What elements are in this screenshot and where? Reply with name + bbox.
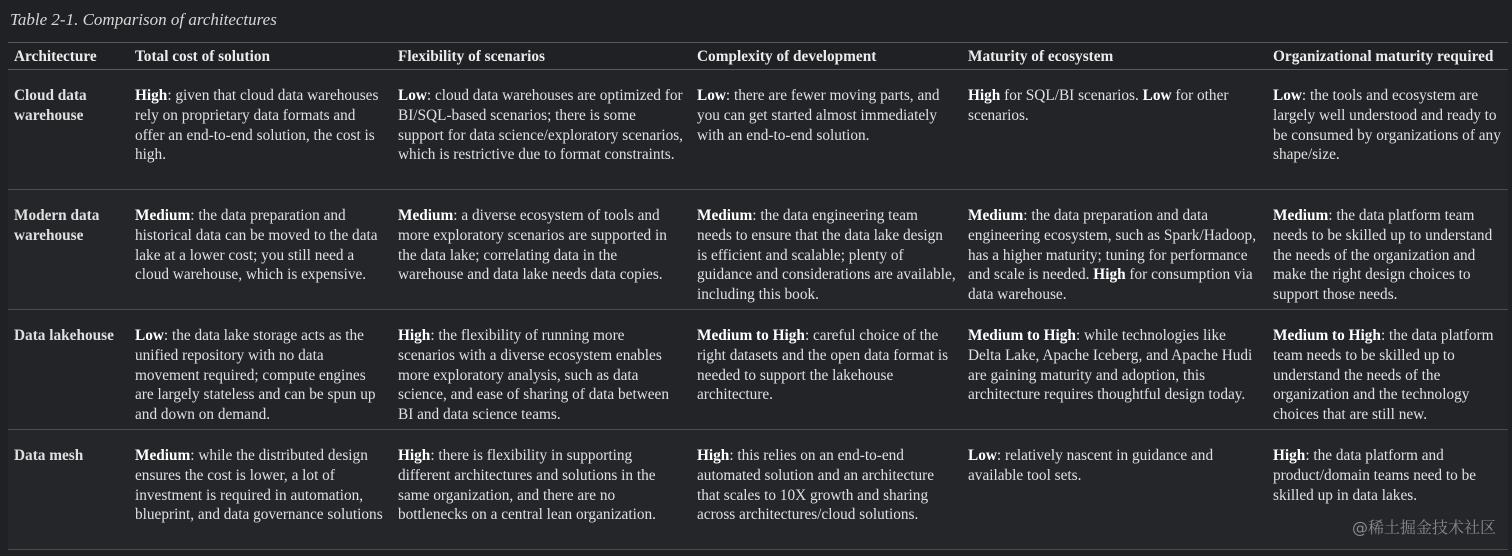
cell-total-cost <box>129 430 392 550</box>
comparison-table <box>8 42 1508 550</box>
cell-ecosystem-maturity <box>962 310 1267 430</box>
header-ecosystem-maturity: Maturity of ecosystem <box>968 48 1114 65</box>
cell-complexity <box>691 430 962 550</box>
cell-text: : the data platform team needs to be skilled up to understand the needs of the organization and the technology choices that are still new. <box>1273 327 1494 424</box>
cell-text: : the data preparation and historical data can be moved to the data lake at a lower cost; you still need a cloud warehouse, which is expensive. <box>135 207 378 284</box>
cell-text: for SQL/BI scenarios. <box>1000 87 1143 104</box>
level-label: Medium to High <box>697 327 805 344</box>
header-architecture: Architecture <box>14 48 97 65</box>
cell-complexity <box>691 190 962 310</box>
cell-total-cost <box>129 310 392 430</box>
row-name: Modern data warehouse <box>14 207 100 244</box>
level-label: Medium <box>968 207 1024 224</box>
header-flexibility: Flexibility of scenarios <box>398 48 546 65</box>
cell-flexibility <box>392 310 691 430</box>
cell-flexibility <box>392 190 691 310</box>
cell-flexibility <box>392 430 691 550</box>
level-label: Low <box>697 87 726 104</box>
row-name: Cloud data warehouse <box>14 87 87 124</box>
cell-ecosystem-maturity <box>962 430 1267 550</box>
header-org-maturity: Organizational maturity required <box>1273 48 1494 65</box>
cell-text: : this relies on an end-to-end automated solution and an architecture that scales to 10X growth and sharing across architectures/cloud solutions. <box>697 447 935 524</box>
cell-text: : cloud data warehouses are optimized for BI/SQL-based scenarios; there is some support for data science/exploratory scenarios, which is restrictive due to format constraints. <box>398 87 684 164</box>
level-label: High <box>398 327 431 344</box>
table-row <box>8 310 1508 430</box>
cell-org-maturity <box>1267 310 1508 430</box>
cell-complexity <box>691 310 962 430</box>
level-label: High <box>398 447 431 464</box>
level-label: Medium <box>398 207 454 224</box>
cell-total-cost <box>129 70 392 190</box>
level-label: Medium <box>1273 207 1329 224</box>
level-label: High <box>135 87 168 104</box>
level-label: Medium <box>135 447 191 464</box>
level-label: Medium <box>135 207 191 224</box>
row-name: Data mesh <box>14 447 84 464</box>
level-label-secondary: High <box>1093 266 1126 284</box>
cell-text: : while the distributed design ensures the cost is lower, a lot of investment is required in automation, blueprint, and data governance solutions <box>135 447 383 524</box>
cell-complexity <box>691 70 962 190</box>
table-row <box>8 70 1508 190</box>
row-name: Data lakehouse <box>14 327 114 344</box>
cell-text-secondary: for consumption via data warehouse. <box>968 266 1253 304</box>
cell-text: : the data engineering team needs to ensure that the data lake design is efficient and scalable; plenty of guidance and considerations are available, including this book. <box>697 207 956 304</box>
level-label: High <box>697 447 730 464</box>
level-label: Medium to High <box>1273 327 1381 344</box>
cell-text: : given that cloud data warehouses rely on proprietary data formats and offer an end-to-end solution, the cost is high. <box>135 87 379 164</box>
level-label: Medium to High <box>968 327 1076 344</box>
cell-flexibility <box>392 70 691 190</box>
table-row <box>8 430 1508 550</box>
level-label: Medium <box>697 207 753 224</box>
header-total-cost: Total cost of solution <box>135 48 270 65</box>
cell-text: : relatively nascent in guidance and available tool sets. <box>968 447 1214 484</box>
cell-text: : there are fewer moving parts, and you can get started almost immediately with an end-to-end solution. <box>697 87 940 144</box>
level-label: High <box>1273 447 1306 464</box>
table-caption: Table 2-1. Comparison of architectures <box>10 10 277 29</box>
cell-text: : a diverse ecosystem of tools and more exploratory scenarios are supported in the data lake; correlating data in the warehouse and data lake needs data copies. <box>398 207 667 284</box>
watermark: @稀土掘金技术社区 <box>1351 518 1496 537</box>
level-label: Low <box>968 447 997 464</box>
header-complexity: Complexity of development <box>697 48 877 65</box>
table-row <box>8 190 1508 310</box>
level-label: High <box>968 87 1001 104</box>
cell-text: : the data lake storage acts as the unified repository with no data movement required; compute engines are largely stateless and can be spun up and down on demand. <box>135 327 376 424</box>
cell-total-cost <box>129 190 392 310</box>
cell-text-secondary: for other scenarios. <box>968 87 1229 124</box>
cell-ecosystem-maturity <box>962 190 1267 310</box>
cell-text: : the data platform and product/domain teams need to be skilled up in data lakes. <box>1273 447 1477 504</box>
cell-text: : the data platform team needs to be skilled up to understand the needs of the organization and make the right design choices to support those needs. <box>1273 207 1493 304</box>
cell-text: : there is flexibility in supporting different architectures and solutions in the same organization, and there are no bottlenecks on a central lean organization. <box>398 447 656 524</box>
level-label: Low <box>398 87 427 104</box>
cell-text: : while technologies like Delta Lake, Apache Iceberg, and Apache Hudi are gaining maturity and adoption, this architecture requires thoughtful design today. <box>968 327 1253 404</box>
cell-text: : the tools and ecosystem are largely well understood and ready to be consumed by organizations of any shape/size. <box>1273 87 1501 164</box>
cell-text: : careful choice of the right datasets and the open data format is needed to support the lakehouse architecture. <box>697 327 949 404</box>
cell-org-maturity <box>1267 190 1508 310</box>
level-label: Low <box>1273 87 1302 104</box>
cell-org-maturity <box>1267 70 1508 190</box>
level-label-secondary: Low <box>1142 87 1172 104</box>
level-label: Low <box>135 327 164 344</box>
cell-ecosystem-maturity <box>962 70 1267 190</box>
header-row <box>8 43 1508 70</box>
cell-text: : the data preparation and data engineering ecosystem, such as Spark/Hadoop, has a higher maturity; tuning for performance and scale is needed. <box>968 207 1257 284</box>
cell-text: : the flexibility of running more scenarios with a diverse ecosystem enables more exploratory analysis, such as data science, and ease of sharing of data between BI and data science teams. <box>398 327 669 424</box>
